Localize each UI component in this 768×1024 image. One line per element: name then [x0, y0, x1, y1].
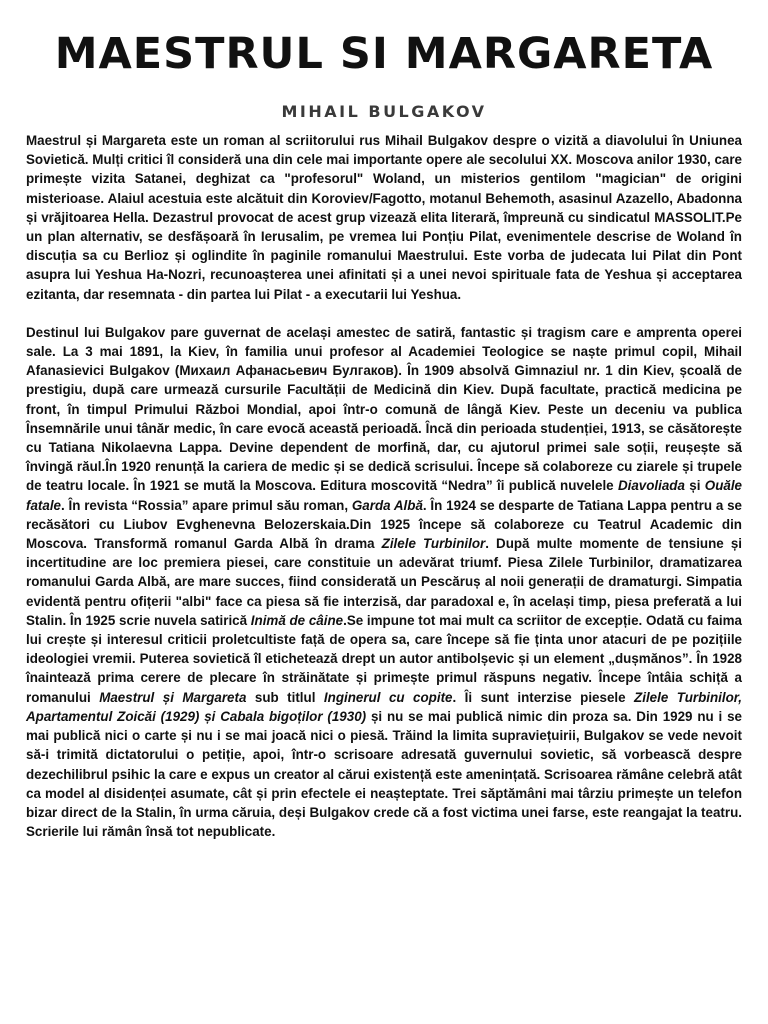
text-run: și	[684, 478, 705, 494]
italic-title-run: Garda Albă	[351, 497, 423, 513]
text-run: . În 1924 se desparte de Tatiana Lappa pentru a se recăsători cu Liubov Evghenevna Belozerskaia.Din 1925 începe să colaboreze cu Teatrul Academic din Moscova. Transformă romanul Garda Albă în drama	[26, 497, 742, 552]
text-run: Destinul lui Bulgakov pare guvernat de același amestec de satiră, fantastic și tragism care e amprenta operei sale. La 3 mai 1891, la Kiev, în familia unui profesor al Academiei Teologice se naște primul copil, Mihail Afanasievici Bulgakov (Михаил Афанасьевич Булгаков). În 1909 absolvă Gimnaziul nr. 1 din Kiev, școală de prestigiu, după care urmează cursurile Facultății de Medicină din Kiev. După facultate, practică medicina pe front, în timpul Primului Război Mondial, apoi într-o comună de lângă Kiev. Peste un deceniu va publica Însemnările unui tânăr medic, în care evocă această perioadă. Încă din perioada studenției, 1913, se căsătorește cu Tatiana Nikolaevna Lappa. Devine dependent de morfină, dar, cu ajutorul primei sale soții, reușește să învingă răul.În 1920 renunță la cariera de medic și se dedică scrisului. Începe să colaboreze cu ziarele și trupele de teatru locale. În 1921 se mută la Moscova. Editura moscovită “Nedra” îi publică nuvelele	[26, 324, 742, 494]
text-run: . Îi sunt interzise piesele	[452, 689, 635, 705]
italic-title-run: Inginerul cu copite	[323, 689, 453, 705]
page-title: MAESTRUL SI MARGARETA	[54, 29, 714, 79]
paragraph-summary	[26, 131, 742, 304]
italic-title-run: Inimă de câine	[250, 612, 344, 628]
italic-title-run: Ouăle fatale	[26, 478, 742, 513]
italic-title-run: Maestrul și Margareta	[99, 689, 247, 705]
text-run: Maestrul și Margareta este un roman al scriitorului rus Mihail Bulgakov despre o vizită a diavolului în Uniunea Sovietică. Mulți critici îl consideră una din cele mai importante opere ale secolului XX. Moscova anilor 1930, care primește vizita Satanei, deghizat ca "profesorul" Woland, un misterios gentilom "magician" de origini misterioase. Alaiul acestuia este alcătuit din Koroviev/Fagotto, motanul Behemoth, asasinul Azazello, Abadonna și vrăjitoarea Hella. Dezastrul provocat de acest grup vizează elita literară, împreună cu sindicatul MASSOLIT.Pe un plan alternativ, se desfășoară în Ierusalim, pe vremea lui Ponțiu Pilat, evenimentele descrise de Woland în discuția sa cu Berlioz și oglindite în paginile romanului Maestrului. Este vorba de judecata lui Pilat din Pont asupra lui Yeshua Ha-Nozri, recunoașterea unei afinitati și a unei nevoi spirituale fata de Yeshua și acceptarea ezitanta, dar resemnata - din partea lui Pilat - a executarii lui Yeshua.	[26, 133, 742, 302]
text-run: . În revista “Rossia” apare primul său roman,	[60, 497, 352, 513]
italic-title-run: Zilele Turbinilor	[381, 536, 486, 552]
text-run: .Se impune tot mai mult ca scriitor de excepție. Odată cu faima lui crește și interesul criticii proletcultiste față de opera sa, care începe să fie ținta unor atacuri de pe pozițiile ideologiei vremii. Puterea sovietică îl etichetează drept un autor antibolșevic și un element „dușmănos”. În 1928 înaintează prima cerere de plecare în străinătate și primește primul răspuns negativ. Începe întâia schiță a romanului	[26, 612, 742, 705]
text-run: . După multe momente de tensiune și incertitudine are loc premiera piesei, care constituie un adevărat triumf. Piesa Zilele Turbinilor, dramatizarea romanului Garda Albă, are mare succes, fiind considerată un Pescăruș al noii generații de dramaturgi. Simpatia evidentă pentru ofițerii "albi" face ca piesa să fie interzisă, dar paradoxal e, în același timp, piesa preferată a lui Stalin. În 1925 scrie nuvela satirică	[26, 536, 742, 628]
italic-title-run: Diavoliada	[617, 478, 685, 494]
text-run: sub titlul	[246, 689, 324, 705]
author-name: MIHAIL BULGAKOV	[281, 102, 487, 121]
text-run: și nu se mai publică nimic din proza sa. Din 1929 nu i se mai publică nici o carte și nu i se mai joacă nici o piesă. Trăind la limita supraviețuirii, Bulgakov se vede nevoit să-i trimită dictatorului o petiție, apoi, într-o scrisoare adresată guvernului sovietic, să vorbească despre dezechilibrul psihic la care e expus un creator al cărui existență este amenințată. Scrisoarea rămâne celebră atât ca model al disidenței asumate, cât și prin efectele ei neașteptate. Trei săptămâni mai târziu primește un telefon bizar direct de la Stalin, în urma căruia, deși Bulgakov crede că a fost victima unei farse, este reangajat la teatru. Scrierile lui rămân însă tot nepublicate.	[26, 708, 742, 840]
italic-title-run: Zilele Turbinilor, Apartamentul Zoicăi (1929) și Cabala bigoților (1930)	[26, 689, 742, 724]
paragraph-biography	[26, 323, 742, 841]
